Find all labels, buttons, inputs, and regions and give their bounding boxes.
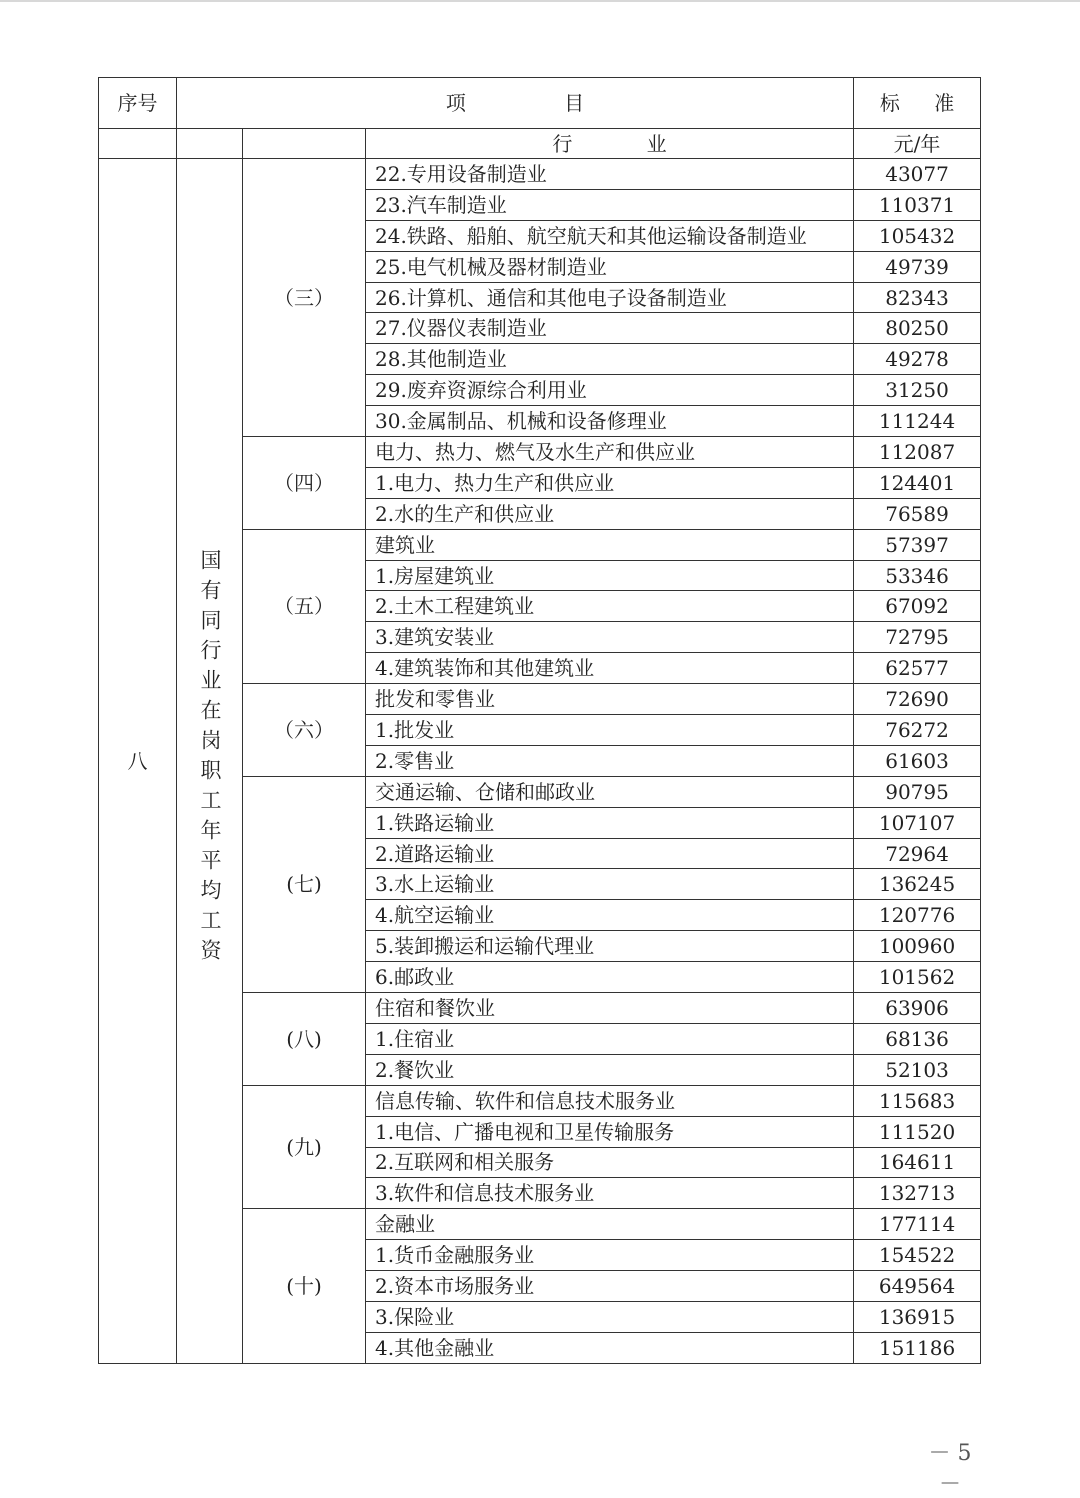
- wage-value: 111520: [854, 1116, 981, 1147]
- wage-value: 80250: [854, 313, 981, 344]
- wage-value: 31250: [854, 375, 981, 406]
- industry-name: 2.资本市场服务业: [366, 1271, 854, 1302]
- empty-cell: [177, 129, 243, 159]
- category-name-cell: [177, 159, 243, 1364]
- wage-value: 136915: [854, 1301, 981, 1332]
- wage-value: 177114: [854, 1209, 981, 1240]
- industry-name: 3.软件和信息技术服务业: [366, 1178, 854, 1209]
- top-border-line: [0, 0, 1080, 2]
- industry-name: 电力、热力、燃气及水生产和供应业: [366, 437, 854, 468]
- standard-header: 标 准: [854, 78, 981, 129]
- wage-value: 72795: [854, 622, 981, 653]
- item-header: 项 目: [177, 78, 854, 129]
- wage-value: 57397: [854, 529, 981, 560]
- category-name: 国有同行业在岗职工年平均工资: [198, 549, 222, 970]
- industry-name: 2.零售业: [366, 745, 854, 776]
- industry-name: 2.土木工程建筑业: [366, 591, 854, 622]
- industry-header: 行 业: [366, 129, 854, 159]
- industry-name: 29.废弃资源综合利用业: [366, 375, 854, 406]
- wage-value: 151186: [854, 1332, 981, 1363]
- industry-name: 1.电信、广播电视和卫星传输服务: [366, 1116, 854, 1147]
- industry-name: 批发和零售业: [366, 684, 854, 715]
- wage-value: 124401: [854, 467, 981, 498]
- industry-name: 2.道路运输业: [366, 838, 854, 869]
- industry-name: 交通运输、仓储和邮政业: [366, 776, 854, 807]
- industry-name: 信息传输、软件和信息技术服务业: [366, 1085, 854, 1116]
- wage-value: 67092: [854, 591, 981, 622]
- wage-value: 101562: [854, 962, 981, 993]
- industry-name: 1.货币金融服务业: [366, 1240, 854, 1271]
- section-label: （四）: [243, 437, 366, 530]
- industry-name: 2.水的生产和供应业: [366, 498, 854, 529]
- wage-value: 82343: [854, 282, 981, 313]
- wage-value: 100960: [854, 931, 981, 962]
- wage-value: 154522: [854, 1240, 981, 1271]
- industry-name: 1.住宿业: [366, 1023, 854, 1054]
- industry-name: 22.专用设备制造业: [366, 159, 854, 190]
- section-label: （五）: [243, 529, 366, 683]
- table-row: [99, 159, 981, 190]
- industry-name: 1.铁路运输业: [366, 807, 854, 838]
- wage-value: 76589: [854, 498, 981, 529]
- section-label: （六）: [243, 684, 366, 777]
- section-label: (十): [243, 1209, 366, 1363]
- header-row: [99, 78, 981, 129]
- wage-standard-table: [98, 77, 981, 1364]
- wage-value: 112087: [854, 437, 981, 468]
- wage-value: 76272: [854, 715, 981, 746]
- section-label: (九): [243, 1085, 366, 1209]
- section-label: (七): [243, 776, 366, 992]
- industry-name: 1.电力、热力生产和供应业: [366, 467, 854, 498]
- wage-value: 105432: [854, 220, 981, 251]
- section-label: （三）: [243, 159, 366, 437]
- section-label: (八): [243, 993, 366, 1086]
- wage-value: 120776: [854, 900, 981, 931]
- industry-name: 26.计算机、通信和其他电子设备制造业: [366, 282, 854, 313]
- industry-name: 1.批发业: [366, 715, 854, 746]
- wage-value: 115683: [854, 1085, 981, 1116]
- industry-name: 28.其他制造业: [366, 344, 854, 375]
- industry-name: 4.其他金融业: [366, 1332, 854, 1363]
- wage-value: 111244: [854, 406, 981, 437]
- wage-value: 649564: [854, 1271, 981, 1302]
- industry-name: 6.邮政业: [366, 962, 854, 993]
- industry-name: 3.建筑安装业: [366, 622, 854, 653]
- empty-cell: [243, 129, 366, 159]
- industry-name: 4.航空运输业: [366, 900, 854, 931]
- unit-header: 元/年: [854, 129, 981, 159]
- wage-value: 43077: [854, 159, 981, 190]
- industry-name: 24.铁路、船舶、航空航天和其他运输设备制造业: [366, 220, 854, 251]
- empty-cell: [99, 129, 177, 159]
- wage-value: 49739: [854, 251, 981, 282]
- wage-value: 72964: [854, 838, 981, 869]
- wage-value: 110371: [854, 189, 981, 220]
- industry-name: 2.餐饮业: [366, 1054, 854, 1085]
- industry-name: 2.互联网和相关服务: [366, 1147, 854, 1178]
- industry-name: 3.水上运输业: [366, 869, 854, 900]
- wage-value: 68136: [854, 1023, 981, 1054]
- seq-header: 序号: [99, 78, 177, 129]
- industry-name: 23.汽车制造业: [366, 189, 854, 220]
- wage-value: 136245: [854, 869, 981, 900]
- industry-name: 3.保险业: [366, 1301, 854, 1332]
- industry-name: 建筑业: [366, 529, 854, 560]
- wage-value: 62577: [854, 653, 981, 684]
- page-number: － 5 －: [928, 1441, 972, 1497]
- industry-name: 5.装卸搬运和运输代理业: [366, 931, 854, 962]
- industry-name: 4.建筑装饰和其他建筑业: [366, 653, 854, 684]
- industry-name: 25.电气机械及器材制造业: [366, 251, 854, 282]
- wage-value: 107107: [854, 807, 981, 838]
- wage-value: 53346: [854, 560, 981, 591]
- subheader-row: [99, 129, 981, 159]
- wage-value: 52103: [854, 1054, 981, 1085]
- wage-value: 132713: [854, 1178, 981, 1209]
- industry-name: 1.房屋建筑业: [366, 560, 854, 591]
- industry-name: 金融业: [366, 1209, 854, 1240]
- industry-name: 住宿和餐饮业: [366, 993, 854, 1024]
- wage-value: 72690: [854, 684, 981, 715]
- wage-value: 49278: [854, 344, 981, 375]
- wage-value: 63906: [854, 993, 981, 1024]
- wage-value: 90795: [854, 776, 981, 807]
- category-number: 八: [99, 159, 177, 1364]
- wage-value: 164611: [854, 1147, 981, 1178]
- wage-value: 61603: [854, 745, 981, 776]
- industry-name: 27.仪器仪表制造业: [366, 313, 854, 344]
- industry-name: 30.金属制品、机械和设备修理业: [366, 406, 854, 437]
